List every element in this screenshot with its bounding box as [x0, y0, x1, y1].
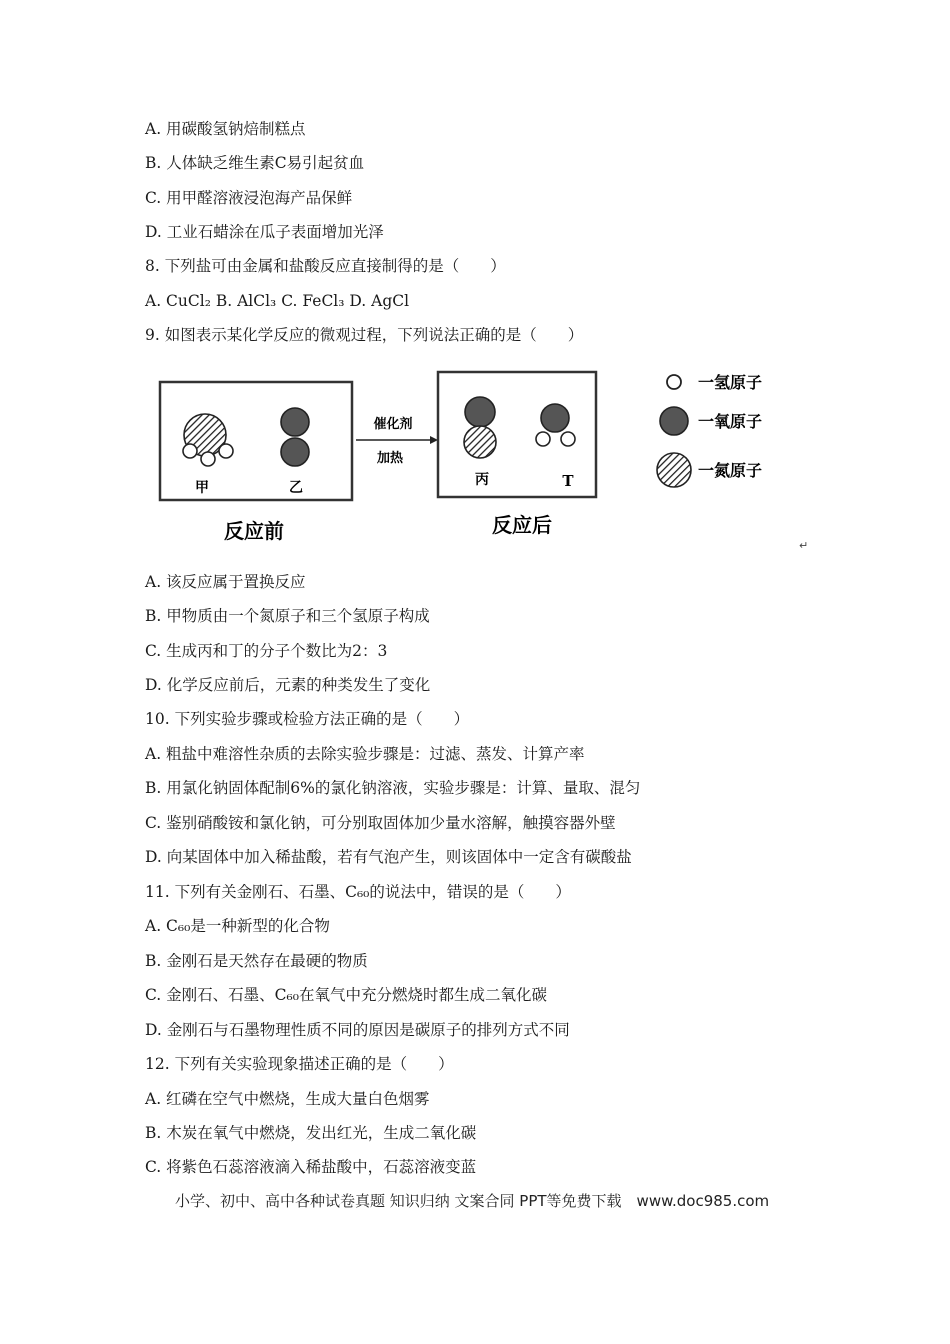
option-10c: C. 鉴别硝酸铵和氯化钠，可分别取固体加少量水溶解，触摸容器外壁	[145, 814, 616, 832]
question-11: 11. 下列有关金刚石、石墨、C₆₀的说法中，错误的是（ ）	[145, 883, 571, 901]
option-7d: D. 工业石蜡涂在瓜子表面增加光泽	[145, 223, 384, 241]
option-9c: C. 生成丙和丁的分子个数比为2：3	[145, 642, 388, 660]
option-11a: A. C₆₀是一种新型的化合物	[145, 917, 330, 935]
label-jia: 甲	[195, 480, 209, 496]
option-9a: A. 该反应属于置换反应	[145, 573, 306, 591]
label-bing: 丙	[475, 472, 489, 488]
legend-hydrogen	[667, 373, 762, 392]
question-8: 8. 下列盐可由金属和盐酸反应直接制得的是（ ）	[145, 257, 506, 275]
arrow-bottom-label: 加热	[376, 451, 404, 466]
molecule-bing	[464, 397, 496, 458]
legend-nitrogen	[657, 453, 762, 487]
option-9b: B. 甲物质由一个氮原子和三个氢原子构成	[145, 607, 430, 625]
option-12c: C. 将紫色石蕊溶液滴入稀盐酸中，石蕊溶液变蓝	[145, 1158, 477, 1176]
option-11b: B. 金刚石是天然存在最硬的物质	[145, 952, 368, 970]
options-8: A. CuCl₂ B. AlCl₃ C. FeCl₃ D. AgCl	[145, 292, 410, 310]
option-11c: C. 金刚石、石墨、C₆₀在氧气中充分燃烧时都生成二氧化碳	[145, 986, 547, 1004]
option-10a: A. 粗盐中难溶性杂质的去除实验步骤是：过滤、蒸发、计算产率	[145, 745, 585, 763]
option-11d: D. 金刚石与石墨物理性质不同的原因是碳原子的排列方式不同	[145, 1021, 570, 1039]
question-10: 10. 下列实验步骤或检验方法正确的是（ ）	[145, 710, 470, 728]
svg-text:一氧原子: 一氧原子	[698, 412, 763, 431]
option-7c: C. 用甲醛溶液浸泡海产品保鲜	[145, 189, 353, 207]
arrow-top-label: 催化剂	[373, 417, 413, 432]
option-9d: D. 化学反应前后，元素的种类发生了变化	[145, 676, 431, 694]
footer-text: 小学、初中、高中各种试卷真题 知识归纳 文案合同 PPT等免费下载 www.doc985.com	[175, 1192, 770, 1210]
label-yi: 乙	[289, 480, 303, 496]
option-7a: A. 用碳酸氢钠焙制糕点	[145, 120, 306, 138]
option-12a: A. 红磷在空气中燃烧，生成大量白色烟雾	[145, 1090, 430, 1108]
label-ding: T	[562, 472, 574, 490]
label-after: 反应后	[492, 513, 552, 537]
question-12: 12. 下列有关实验现象描述正确的是（ ）	[145, 1055, 454, 1073]
svg-text:一氢原子: 一氢原子	[698, 373, 763, 392]
label-before: 反应前	[224, 519, 284, 543]
reaction-diagram	[150, 360, 810, 550]
paragraph-mark: ↵	[799, 539, 809, 552]
svg-text:一氮原子: 一氮原子	[698, 461, 763, 480]
molecule-ding	[536, 404, 575, 446]
option-10d: D. 向某固体中加入稀盐酸，若有气泡产生，则该固体中一定含有碳酸盐	[145, 848, 632, 866]
option-10b: B. 用氯化钠固体配制6%的氯化钠溶液，实验步骤是：计算、量取、混匀	[145, 779, 641, 797]
option-12b: B. 木炭在氧气中燃烧，发出红光，生成二氧化碳	[145, 1124, 477, 1142]
molecule-yi	[281, 408, 309, 466]
question-9: 9. 如图表示某化学反应的微观过程，下列说法正确的是（ ）	[145, 326, 584, 344]
molecule-jia	[183, 414, 233, 466]
option-7b: B. 人体缺乏维生素C易引起贫血	[145, 154, 365, 172]
legend-oxygen	[660, 407, 762, 435]
